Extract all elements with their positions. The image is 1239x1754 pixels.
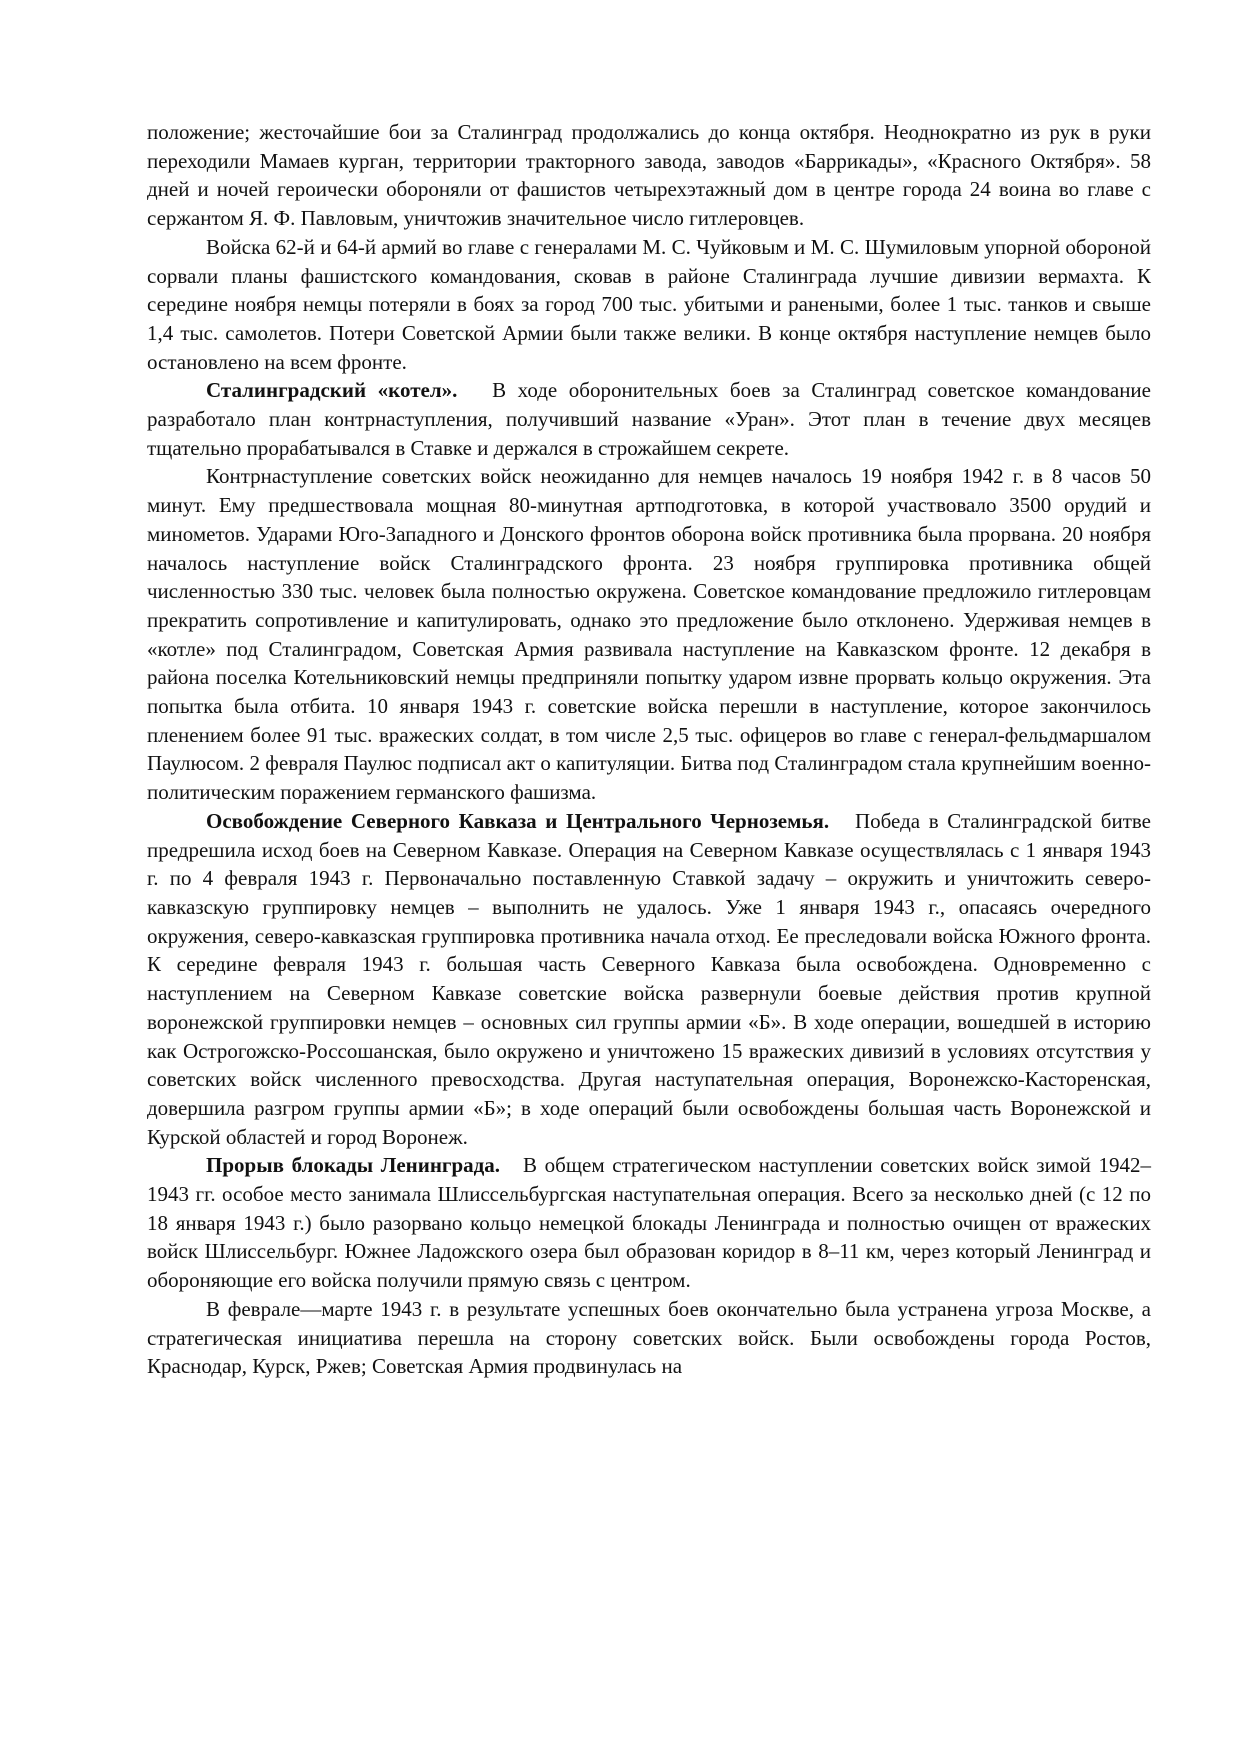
paragraph-text: В общем стратегическом наступлении советских войск зимой 1942–1943 гг. особое место занимала Шлиссельбургская наступательная операция. Всего за несколько дней (с 12 по 18 января 1943 г.) было разорвано кольцо немецкой блокады Ленинграда и полностью очищен от вражеских войск Шлиссельбург. Южнее Ладожского озера был образован коридор в 8–11 км, через который Ленинград и обороняющие его войска получили прямую связь с центром.	[147, 1153, 1151, 1293]
paragraph-counteroffensive: Контрнаступление советских войск неожиданно для немцев началось 19 ноября 1942 г. в 8 часов 50 минут. Ему предшествовала мощная 80-минутная артподготовка, в которой участвовало 3500 орудий и минометов. Ударами Юго-Западного и Донского фронтов оборона войск противника была прорвана. 20 ноября началось наступление войск Сталинградского фронта. 23 ноября группировка противника общей численностью 330 тыс. человек была полностью окружена. Советское командование предложило гитлеровцам прекратить сопротивление и капитулировать, однако это предложение было отклонено. Удерживая немцев в «котле» под Сталинградом, Советская Армия развивала наступление на Кавказском фронте. 12 декабря в района поселка Котельниковский немцы предприняли попытку ударом извне прорвать кольцо окружения. Эта попытка была отбита. 10 января 1943 г. советские войска перешли в наступление, которое закончилось пленением более 91 тыс. вражеских солдат, в том числе 2,5 тыс. офицеров во главе с генерал-фельдмаршалом Паулюсом. 2 февраля Паулюс подписал акт о капитуляции. Битва под Сталинградом стала крупнейшим военно-политическим поражением германского фашизма.	[147, 464, 1151, 805]
paragraph-north-caucasus	[147, 807, 1151, 1151]
paragraph-february-march-1943: В феврале—марте 1943 г. в результате успешных боев окончательно была устранена угроза Москве, а стратегическая инициатива перешла на сторону советских войск. Были освобождены города Ростов, Краснодар, Курск, Ржев; Советская Армия продвинулась на	[147, 1296, 1151, 1379]
section-heading-stalingrad-cauldron: Сталинградский «котел».	[206, 378, 458, 403]
section-heading-north-caucasus: Освобождение Северного Кавказа и Центрального Черноземья.	[206, 808, 830, 833]
document-page	[147, 118, 1151, 1381]
paragraph-continuation: положение; жесточайшие бои за Сталинград продолжались до конца октября. Неоднократно из рук в руки переходили Мамаев курган, территории тракторного завода, заводов «Баррикады», «Красного Октября». 58 дней и ночей героически обороняли от фашистов четырехэтажный дом в центре города 24 воина во главе с сержантом Я. Ф. Павловым, уничтожив значительное число гитлеровцев.	[147, 120, 1151, 231]
paragraph-stalingrad-cauldron	[147, 376, 1151, 462]
paragraph-text: Победа в Сталинградской битве предрешила исход боев на Северном Кавказе. Операция на Северном Кавказе осуществлялась с 1 января 1943 г. по 4 февраля 1943 г. Первоначально поставленную Ставкой задачу – окружить и уничтожить северо-кавказскую группировку немцев – выполнить не удалось. Уже 1 января 1943 г., опасаясь очередного окружения, северо-кавказская группировка противника начала отход. Ее преследовали войска Южного фронта. К середине февраля 1943 г. большая часть Северного Кавказа была освобождена. Одновременно с наступлением на Северном Кавказе советские войска развернули боевые действия против крупной воронежской группировки немцев – основных сил группы армии «Б». В ходе операции, вошедшей в историю как Острогожско-Россошанская, было окружено и уничтожено 15 вражеских дивизий в условиях отсутствия у советских войск численного превосходства. Другая наступательная операция, Воронежско-Касторенская, довершила разгром группы армии «Б»; в ходе операций были освобождены большая часть Воронежской и Курской областей и город Воронеж.	[147, 808, 1151, 1149]
paragraph-text: В ходе оборонительных боев за Сталинград советское командование разработало план контрнаступления, получивший название «Уран». Этот план в течение двух месяцев тщательно прорабатывался в Ставке и держался в строжайшем секрете.	[147, 378, 1151, 460]
section-heading-leningrad-blockade: Прорыв блокады Ленинграда.	[206, 1153, 501, 1178]
paragraph-armies-62-64: Войска 62-й и 64-й армий во главе с генералами М. С. Чуйковым и М. С. Шумиловым упорной обороной сорвали планы фашистского командования, сковав в районе Сталинграда лучшие дивизии вермахта. К середине ноября немцы потеряли в боях за город 700 тыс. убитыми и ранеными, более 1 тыс. танков и свыше 1,4 тыс. самолетов. Потери Советской Армии были также велики. В конце октября наступление немцев было остановлено на всем фронте.	[147, 234, 1151, 374]
paragraph-leningrad-blockade	[147, 1151, 1151, 1295]
